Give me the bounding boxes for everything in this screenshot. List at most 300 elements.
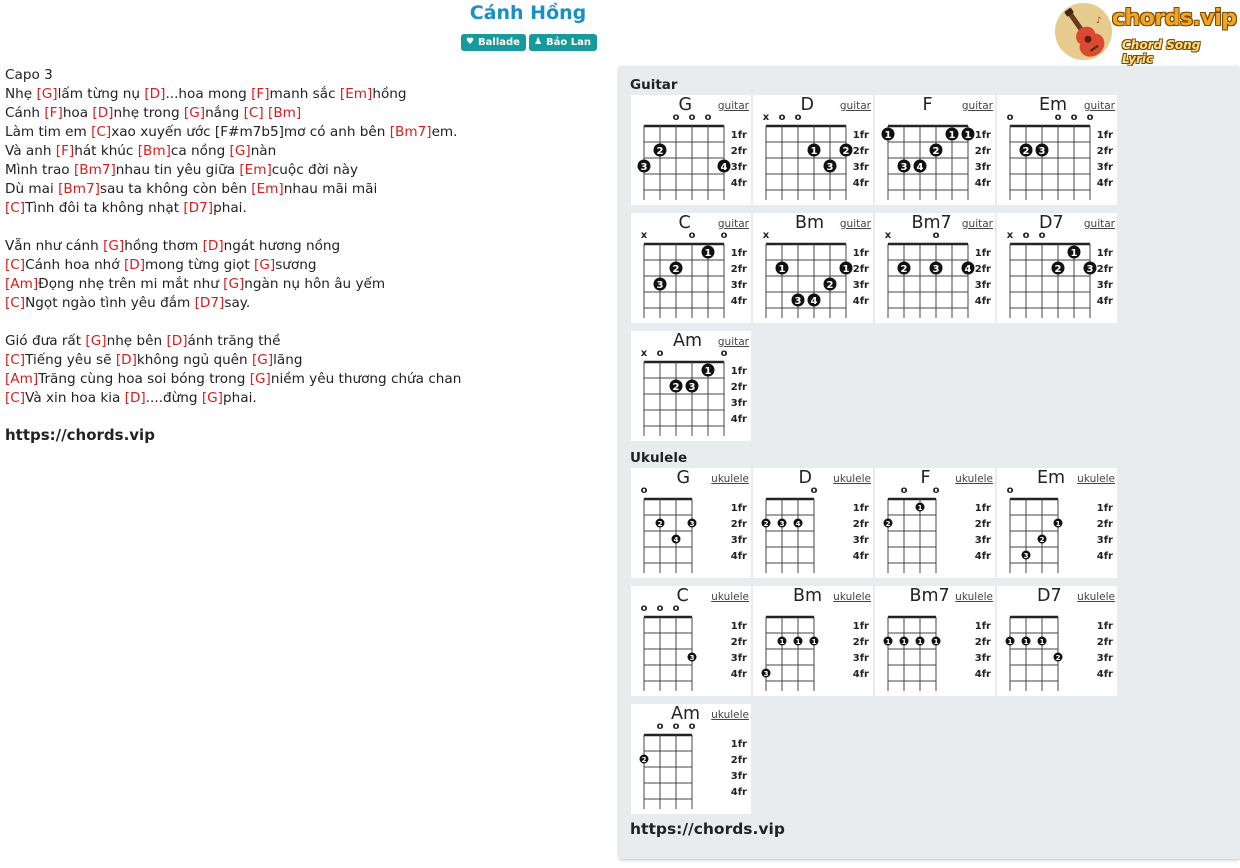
- finger-number: 1: [704, 366, 712, 377]
- finger-number: 2: [1022, 146, 1030, 157]
- instrument-link[interactable]: guitar: [961, 100, 993, 112]
- lyric-text: niềm yêu thương chứa chan: [270, 371, 462, 387]
- finger-number: 3: [1038, 146, 1046, 157]
- chord-link[interactable]: [Em]: [239, 162, 272, 178]
- instrument-link[interactable]: ukulele: [711, 591, 749, 603]
- chord-link[interactable]: [Em]: [251, 181, 284, 197]
- open-string-mark: o: [704, 112, 712, 123]
- lyric-text: hát khúc: [74, 143, 138, 159]
- fret-number-label: 1fr: [974, 621, 991, 632]
- guitar-chord-card-em[interactable]: [997, 95, 1117, 205]
- chord-link[interactable]: [F]: [251, 86, 270, 102]
- finger-number: 2: [641, 756, 647, 764]
- chord-name: Am: [671, 704, 701, 724]
- fret-number-label: 1fr: [1096, 130, 1113, 141]
- chord-link[interactable]: [G]: [36, 86, 58, 102]
- fret-number-label: 3fr: [1096, 162, 1113, 173]
- fret-number-label: 4fr: [730, 669, 747, 680]
- fret-number-label: 3fr: [730, 535, 747, 546]
- finger-number: 3: [689, 520, 695, 528]
- fret-number-label: 1fr: [730, 248, 747, 259]
- finger-number: 1: [948, 130, 956, 141]
- heart-icon: ♥: [465, 37, 475, 47]
- open-string-mark: o: [778, 112, 786, 123]
- finger-number: 2: [932, 146, 940, 157]
- finger-number: 1: [1039, 638, 1045, 646]
- fret-number-label: 3fr: [730, 280, 747, 291]
- lyric-line: [5, 256, 605, 275]
- chord-link[interactable]: [C]: [5, 200, 26, 216]
- chord-link[interactable]: [G]: [249, 371, 271, 387]
- site-logo[interactable]: [1054, 2, 1237, 66]
- chord-link[interactable]: [C]: [91, 124, 112, 140]
- chord-link[interactable]: [Bm]: [137, 143, 171, 159]
- artist-label: Bảo Lan: [546, 37, 592, 48]
- chord-link[interactable]: [Bm7]: [58, 181, 100, 197]
- lyric-text: Mình trao: [5, 162, 74, 178]
- fret-number-label: 3fr: [1096, 535, 1113, 546]
- finger-number: 1: [964, 130, 972, 141]
- lyric-text: Trăng cùng hoa soi bóng trong: [38, 371, 250, 387]
- finger-number: 4: [720, 162, 728, 173]
- guitar-logo-icon: [1055, 3, 1112, 60]
- fret-number-label: 4fr: [974, 296, 991, 307]
- lyric-blank-line: [5, 313, 605, 332]
- site-url-lyrics[interactable]: https://chords.vip: [5, 426, 155, 444]
- lyric-text: ...hoa mong: [165, 86, 252, 102]
- finger-number: 1: [810, 146, 818, 157]
- lyric-text: Cánh hoa nhớ: [25, 257, 124, 273]
- lyric-line: [5, 332, 605, 351]
- lyric-line: [5, 161, 605, 180]
- artist-tag[interactable]: [529, 34, 597, 51]
- finger-number: 3: [656, 280, 664, 291]
- instrument-link[interactable]: ukulele: [833, 473, 871, 485]
- lyric-line: [5, 199, 605, 218]
- lyric-text: xao xuyến ước [F#m7b5]mơ có anh bên: [111, 124, 390, 140]
- finger-number: 2: [1039, 536, 1045, 544]
- chord-link[interactable]: [G]: [103, 238, 125, 254]
- lyric-text: ngàn nụ hôn âu yếm: [244, 276, 386, 292]
- fret-number-label: 3fr: [852, 535, 869, 546]
- chord-name: F: [920, 468, 931, 488]
- fret-number-label: 1fr: [852, 130, 869, 141]
- chord-name: D: [798, 468, 812, 488]
- lyric-line: [5, 389, 605, 408]
- instrument-link[interactable]: ukulele: [711, 709, 749, 721]
- ukulele-chord-card-em[interactable]: [997, 468, 1117, 578]
- lyric-text: Vẫn như cánh: [5, 238, 104, 254]
- fret-number-label: 3fr: [974, 162, 991, 173]
- open-string-mark: o: [672, 721, 680, 732]
- guitar-section-heading: Guitar: [630, 77, 678, 93]
- instrument-link[interactable]: guitar: [839, 100, 871, 112]
- open-string-mark: o: [900, 485, 908, 496]
- lyric-line: [5, 180, 605, 199]
- chord-link[interactable]: [Bm]: [268, 105, 302, 121]
- fret-number-label: 4fr: [730, 787, 747, 798]
- fret-number-label: 3fr: [730, 162, 747, 173]
- chord-link[interactable]: [G]: [229, 143, 251, 159]
- instrument-link[interactable]: ukulele: [833, 591, 871, 603]
- fret-number-label: 3fr: [730, 653, 747, 664]
- fret-number-label: 1fr: [852, 248, 869, 259]
- chord-name: Em: [1039, 95, 1068, 115]
- chord-name: Em: [1037, 468, 1066, 488]
- finger-number: 1: [884, 130, 892, 141]
- fret-number-label: 2fr: [730, 264, 747, 275]
- lyric-text: Tiếng yêu sẽ: [25, 352, 116, 368]
- fret-number-label: 2fr: [1096, 519, 1113, 530]
- lyric-text: Cánh: [5, 105, 45, 121]
- lyric-line: [5, 237, 605, 256]
- instrument-link[interactable]: guitar: [1083, 218, 1115, 230]
- chord-name: Bm: [795, 213, 825, 233]
- guitar-chord-card-d7[interactable]: [997, 213, 1117, 323]
- chord-link[interactable]: [Am]: [5, 371, 39, 387]
- lyric-text: Nhẹ: [5, 86, 37, 102]
- lyric-text: Capo 3: [5, 67, 53, 83]
- instrument-link[interactable]: ukulele: [955, 473, 993, 485]
- fret-number-label: 4fr: [852, 296, 869, 307]
- finger-number: 2: [672, 264, 680, 275]
- chord-link[interactable]: [D]: [144, 86, 166, 102]
- finger-number: 3: [763, 670, 769, 678]
- finger-number: 1: [917, 638, 923, 646]
- fret-number-label: 1fr: [1096, 503, 1113, 514]
- fret-number-label: 2fr: [852, 519, 869, 530]
- chord-link[interactable]: [Em]: [339, 86, 373, 102]
- lyric-text: nắng: [205, 105, 244, 121]
- lyric-text: ca nồng: [170, 143, 230, 159]
- open-string-mark: o: [1086, 112, 1094, 123]
- finger-number: 1: [885, 638, 891, 646]
- instrument-link[interactable]: guitar: [839, 218, 871, 230]
- chord-link[interactable]: [G]: [183, 105, 206, 121]
- fret-number-label: 4fr: [730, 551, 747, 562]
- chord-link[interactable]: [C]: [5, 390, 26, 406]
- open-string-mark: o: [688, 721, 696, 732]
- fret-number-label: 3fr: [1096, 653, 1113, 664]
- chord-name: D: [800, 95, 814, 115]
- fret-number-label: 3fr: [852, 280, 869, 291]
- chord-link[interactable]: [D]: [123, 257, 146, 273]
- fret-number-label: 2fr: [1096, 264, 1113, 275]
- finger-number: 3: [689, 654, 695, 662]
- chord-link[interactable]: [Bm7]: [389, 124, 432, 140]
- lyrics-block: [5, 66, 605, 408]
- lyric-text: nhẹ bên: [106, 333, 167, 349]
- guitar-chord-card-d[interactable]: [753, 95, 873, 205]
- instrument-link[interactable]: ukulele: [955, 591, 993, 603]
- finger-number: 1: [1070, 248, 1078, 259]
- lyric-text: Làm tim em: [5, 124, 92, 140]
- chord-link[interactable]: [D7]: [194, 295, 225, 311]
- logo-slogan: Chord Song Lyric: [1122, 38, 1201, 66]
- chord-link[interactable]: [F]: [55, 143, 75, 159]
- lyric-line: [5, 351, 605, 370]
- open-string-mark: o: [720, 230, 728, 241]
- finger-number: 3: [794, 296, 802, 307]
- open-string-mark: o: [1038, 230, 1046, 241]
- fret-number-label: 1fr: [852, 621, 869, 632]
- lyric-text: Tình đôi ta không nhạt: [25, 200, 184, 216]
- lyric-line: [5, 85, 605, 104]
- lyric-text: phai.: [213, 200, 247, 216]
- open-string-mark: o: [688, 230, 696, 241]
- ukulele-chord-card-f[interactable]: [875, 468, 995, 578]
- fret-number-label: 4fr: [1096, 178, 1113, 189]
- chord-name: C: [678, 213, 691, 233]
- finger-number: 3: [932, 264, 940, 275]
- lyric-text: Dù mai: [5, 181, 59, 197]
- lyric-text: nhau tin yêu giữa: [115, 162, 240, 178]
- lyric-text: lãng: [273, 352, 303, 368]
- finger-number: 2: [826, 280, 834, 291]
- fret-number-label: 1fr: [974, 130, 991, 141]
- lyric-text: nhau mãi mãi: [283, 181, 378, 197]
- instrument-link[interactable]: ukulele: [711, 473, 749, 485]
- fret-number-label: 2fr: [974, 637, 991, 648]
- fret-number-label: 3fr: [852, 653, 869, 664]
- guitar-chord-card-bm7[interactable]: [875, 213, 995, 323]
- lyric-text: manh sắc: [269, 86, 340, 102]
- lyric-line: [5, 142, 605, 161]
- ukulele-chord-card-am[interactable]: [631, 704, 751, 814]
- fret-number-label: 1fr: [1096, 248, 1113, 259]
- fret-number-label: 4fr: [730, 296, 747, 307]
- user-icon: ♟: [533, 37, 543, 47]
- finger-number: 1: [901, 638, 907, 646]
- fret-number-label: 2fr: [730, 637, 747, 648]
- chord-link[interactable]: [D]: [166, 333, 188, 349]
- chord-link[interactable]: [D]: [202, 238, 224, 254]
- fret-number-label: 3fr: [974, 535, 991, 546]
- fret-number-label: 2fr: [852, 264, 869, 275]
- finger-number: 4: [810, 296, 818, 307]
- chord-link[interactable]: [C]: [243, 105, 264, 121]
- guitar-chord-card-c[interactable]: [631, 213, 751, 323]
- finger-number: 3: [826, 162, 834, 173]
- chord-link[interactable]: [C]: [5, 295, 26, 311]
- guitar-chord-card-bm[interactable]: [753, 213, 873, 323]
- lyric-blank-line: [5, 218, 605, 237]
- finger-number: 2: [1054, 264, 1062, 275]
- finger-number: 1: [811, 638, 817, 646]
- ukulele-chord-card-c[interactable]: [631, 586, 751, 696]
- chord-name: Am: [673, 331, 703, 351]
- open-string-mark: o: [1070, 112, 1078, 123]
- finger-number: 4: [795, 520, 801, 528]
- lyric-text: say.: [224, 295, 251, 311]
- chord-link[interactable]: [D7]: [183, 200, 214, 216]
- chord-name: D7: [1039, 213, 1064, 233]
- lyric-text: Và anh: [5, 143, 56, 159]
- chord-name: Bm7: [909, 586, 950, 606]
- finger-number: 1: [1023, 638, 1029, 646]
- finger-number: 1: [917, 504, 923, 512]
- genre-tag[interactable]: [461, 34, 526, 51]
- song-title: Cánh Hồng: [469, 2, 587, 24]
- fret-number-label: 2fr: [974, 264, 991, 275]
- instrument-link[interactable]: ukulele: [1077, 473, 1115, 485]
- fret-number-label: 1fr: [730, 621, 747, 632]
- instrument-link[interactable]: guitar: [1083, 100, 1115, 112]
- chord-name: D7: [1037, 586, 1062, 606]
- chord-link[interactable]: [G]: [85, 333, 107, 349]
- chord-link[interactable]: [G]: [252, 352, 274, 368]
- lyric-text: ngát hương nồng: [223, 238, 341, 254]
- chord-link[interactable]: [C]: [5, 352, 26, 368]
- finger-number: 1: [795, 638, 801, 646]
- ukulele-chord-card-bm[interactable]: [753, 586, 873, 696]
- chord-link[interactable]: [G]: [201, 390, 223, 406]
- fret-number-label: 1fr: [852, 503, 869, 514]
- lyric-text: phai.: [223, 390, 257, 406]
- lyric-line: [5, 104, 605, 123]
- fret-number-label: 4fr: [730, 414, 747, 425]
- lyric-text: Đọng nhẹ trên mi mắt như: [38, 276, 224, 292]
- fret-number-label: 4fr: [852, 551, 869, 562]
- chord-link[interactable]: [G]: [254, 257, 276, 273]
- open-string-mark: o: [720, 348, 728, 359]
- open-string-mark: o: [1022, 230, 1030, 241]
- chord-link[interactable]: [F]: [44, 105, 63, 121]
- lyric-text: em.: [431, 124, 458, 140]
- chord-link[interactable]: [C]: [5, 257, 26, 273]
- instrument-link[interactable]: guitar: [717, 336, 749, 348]
- open-string-mark: o: [640, 603, 648, 614]
- finger-number: 4: [673, 536, 679, 544]
- chord-link[interactable]: [G]: [223, 276, 245, 292]
- site-url-chords[interactable]: https://chords.vip: [630, 820, 785, 838]
- guitar-chord-card-g[interactable]: [631, 95, 751, 205]
- instrument-link[interactable]: guitar: [961, 218, 993, 230]
- instrument-link[interactable]: guitar: [717, 100, 749, 112]
- chord-link[interactable]: [D]: [92, 105, 114, 121]
- instrument-link[interactable]: guitar: [717, 218, 749, 230]
- chord-link[interactable]: [Am]: [5, 276, 39, 292]
- fret-number-label: 3fr: [852, 162, 869, 173]
- lyric-text: hoa: [62, 105, 93, 121]
- finger-number: 1: [1007, 638, 1013, 646]
- fret-number-label: 3fr: [1096, 280, 1113, 291]
- chord-name: Bm: [793, 586, 823, 606]
- ukulele-chord-card-bm7[interactable]: [875, 586, 995, 696]
- chord-name: G: [678, 95, 693, 115]
- muted-string-mark: x: [640, 348, 648, 359]
- lyric-text: Gió đưa rất: [5, 333, 86, 349]
- fret-number-label: 1fr: [1096, 621, 1113, 632]
- chord-name: Bm7: [911, 213, 952, 233]
- open-string-mark: o: [794, 112, 802, 123]
- lyric-line: [5, 123, 605, 142]
- lyric-line: [5, 66, 605, 85]
- fret-number-label: 2fr: [730, 755, 747, 766]
- lyric-text: Ngọt ngào tình yêu đắm: [25, 295, 195, 311]
- lyric-text: hồng thơm: [124, 238, 203, 254]
- instrument-link[interactable]: ukulele: [1077, 591, 1115, 603]
- muted-string-mark: x: [640, 230, 648, 241]
- finger-number: 1: [933, 638, 939, 646]
- lyric-line: [5, 294, 605, 313]
- fret-number-label: 3fr: [730, 771, 747, 782]
- open-string-mark: o: [656, 721, 664, 732]
- fret-number-label: 3fr: [730, 398, 747, 409]
- open-string-mark: o: [672, 112, 680, 123]
- fret-number-label: 2fr: [730, 382, 747, 393]
- fret-number-label: 2fr: [730, 146, 747, 157]
- finger-number: 3: [688, 382, 696, 393]
- lyric-text: lấm từng nụ: [57, 86, 145, 102]
- fret-number-label: 4fr: [974, 669, 991, 680]
- muted-string-mark: x: [884, 230, 892, 241]
- svg-text:♪: ♪: [1096, 16, 1102, 26]
- guitar-chord-card-am[interactable]: [631, 331, 751, 441]
- finger-number: 3: [1086, 264, 1094, 275]
- fret-number-label: 2fr: [852, 146, 869, 157]
- chord-link[interactable]: [D]: [115, 352, 137, 368]
- lyric-line: [5, 275, 605, 294]
- ukulele-chord-card-g[interactable]: [631, 468, 751, 578]
- fret-number-label: 4fr: [1096, 296, 1113, 307]
- finger-number: 3: [640, 162, 648, 173]
- chord-panel: [619, 66, 1240, 859]
- finger-number: 3: [900, 162, 908, 173]
- chord-link[interactable]: [D]: [124, 390, 146, 406]
- fret-number-label: 4fr: [1096, 551, 1113, 562]
- fret-number-label: 4fr: [730, 178, 747, 189]
- fret-number-label: 2fr: [974, 146, 991, 157]
- lyric-text: ....đừng: [145, 390, 202, 406]
- fret-number-label: 1fr: [730, 366, 747, 377]
- open-string-mark: o: [688, 112, 696, 123]
- finger-number: 2: [657, 520, 663, 528]
- chord-name: G: [676, 468, 691, 488]
- finger-number: 2: [842, 146, 850, 157]
- finger-number: 2: [900, 264, 908, 275]
- muted-string-mark: x: [1006, 230, 1014, 241]
- guitar-chord-card-f[interactable]: [875, 95, 995, 205]
- fret-number-label: 3fr: [974, 280, 991, 291]
- open-string-mark: o: [810, 485, 818, 496]
- chord-link[interactable]: [Bm7]: [73, 162, 116, 178]
- genre-label: Ballade: [478, 37, 520, 48]
- ukulele-chord-card-d[interactable]: [753, 468, 873, 578]
- lyric-text: cuộc đời này: [271, 162, 359, 178]
- logo-brand-text: chords.vip: [1112, 6, 1237, 31]
- lyric-text: Và xin hoa kia: [25, 390, 125, 406]
- chord-name: C: [676, 586, 689, 606]
- open-string-mark: o: [1054, 112, 1062, 123]
- open-string-mark: o: [656, 603, 664, 614]
- finger-number: 1: [778, 264, 786, 275]
- open-string-mark: o: [1006, 485, 1014, 496]
- fret-number-label: 4fr: [1096, 669, 1113, 680]
- chord-name: F: [922, 95, 933, 115]
- ukulele-chord-card-d7[interactable]: [997, 586, 1117, 696]
- finger-number: 3: [1023, 552, 1029, 560]
- muted-string-mark: x: [762, 112, 770, 123]
- ukulele-section-heading: Ukulele: [630, 450, 688, 466]
- muted-string-mark: x: [762, 230, 770, 241]
- fret-number-label: 2fr: [1096, 146, 1113, 157]
- finger-number: 2: [672, 382, 680, 393]
- open-string-mark: o: [672, 603, 680, 614]
- fret-number-label: 4fr: [974, 551, 991, 562]
- fret-number-label: 2fr: [1096, 637, 1113, 648]
- song-tags: [0, 34, 1058, 51]
